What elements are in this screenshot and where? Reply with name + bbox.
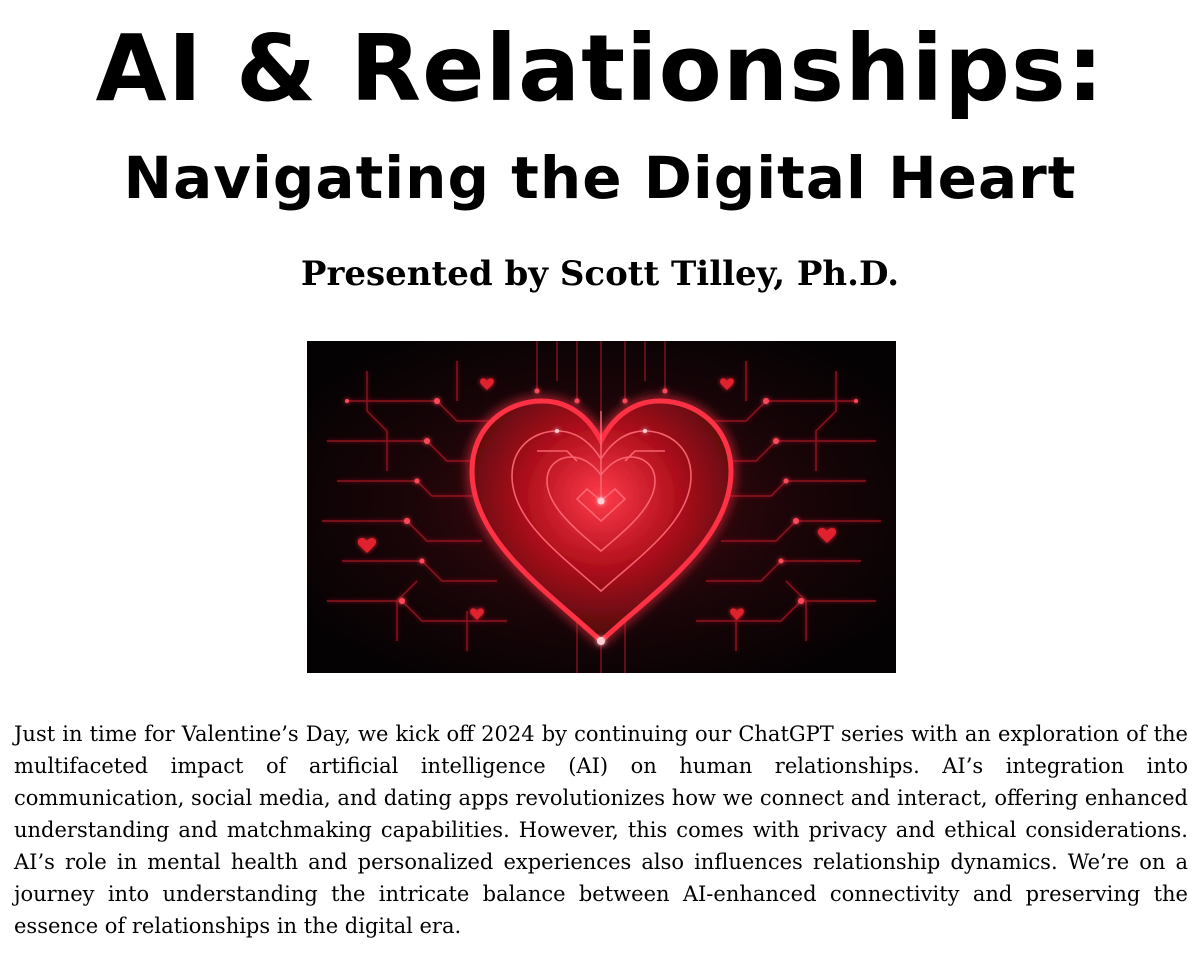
circuit-heart-image — [307, 341, 896, 673]
page-subtitle: Navigating the Digital Heart — [123, 144, 1077, 212]
page-title: AI & Relationships: — [95, 15, 1105, 122]
event-description: Just in time for Valentine’s Day, we kick off 2024 by continuing our ChatGPT series with an exploration of the multifaceted impact of artificial intelligence (AI) on human relationships. AI’s integration into communication, social media, and dating apps revolutionizes how we connect and interact, offering enhanced understanding and matchmaking capabilities. However, this comes with privacy and ethical considerations. AI’s role in mental health and personalized experiences also influences relationship dynamics. We’re on a journey into understanding the intricate balance between AI-enhanced connectivity and preserving the essence of relationships in the digital era. — [14, 722, 1188, 938]
presenter-line: Presented by Scott Tilley, Ph.D. — [300, 254, 900, 294]
circuit-heart-icon — [307, 341, 896, 673]
